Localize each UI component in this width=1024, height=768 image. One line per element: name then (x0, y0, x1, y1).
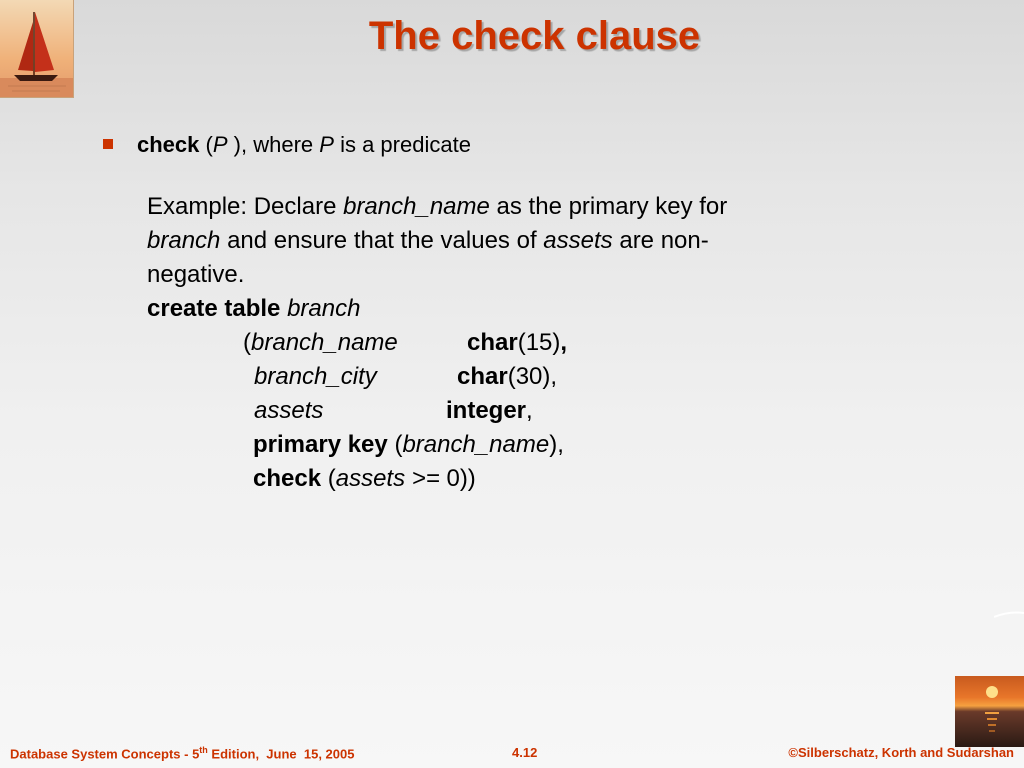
sql-keyword: primary key (253, 431, 388, 458)
sql-type: char (467, 329, 518, 356)
example-text: are non- (619, 227, 709, 254)
code-line-primary-key (253, 428, 564, 462)
example-text: branch_name (343, 193, 490, 220)
example-text: negative. (147, 261, 245, 288)
footer-text: Database System Concepts - 5 (10, 746, 200, 762)
footer-copyright: ©Silberschatz, Korth and Sudarshan (788, 745, 1014, 760)
attribute-name: branch_name (251, 329, 398, 356)
footer-text: Edition, June 15, 2005 (207, 746, 355, 762)
paren-open: ( (243, 329, 251, 356)
square-bullet-icon (103, 139, 113, 149)
comma: , (560, 329, 568, 356)
predicate-symbol: P (212, 132, 228, 157)
bullet-item (103, 132, 471, 158)
comma: , (526, 397, 533, 424)
example-text: and ensure that the values of (227, 227, 537, 254)
type-decl (446, 394, 533, 428)
footer-superscript: th (199, 745, 208, 755)
example-text: assets (543, 227, 613, 254)
code-line-check (253, 462, 476, 496)
decorative-curve (994, 606, 1024, 614)
paren-open: ( (327, 465, 336, 492)
paren-close: ), (549, 431, 564, 458)
example-text: Example: Declare (147, 193, 337, 220)
footer-left (10, 745, 354, 761)
type-decl (457, 360, 557, 394)
attribute-name: branch_name (402, 431, 550, 458)
page-number: 4.12 (512, 745, 538, 760)
paren-open: ( (394, 431, 403, 458)
attribute-name: branch_city (254, 363, 377, 390)
sunset-logo-icon (955, 676, 1024, 747)
attribute-decl (243, 326, 398, 360)
sql-keyword: create table (147, 295, 281, 322)
type-size: (15) (517, 329, 561, 356)
example-text: branch (147, 227, 221, 254)
sql-type: char (457, 363, 508, 390)
code-line-create (147, 292, 360, 326)
paren-close: 0)) (446, 465, 476, 492)
predicate-symbol: P (319, 132, 334, 157)
bullet-text: ), where (233, 132, 314, 157)
type-size: (30), (507, 363, 558, 390)
sql-keyword: check (253, 465, 322, 492)
slide-title: The check clause (368, 14, 701, 58)
example-paragraph (147, 190, 847, 292)
attribute-name: assets (254, 397, 324, 424)
example-text: as the primary key for (496, 193, 728, 220)
check-expression: assets >= (335, 465, 440, 492)
code-line-attr-3 (0, 394, 1024, 428)
sql-type: integer (446, 397, 527, 424)
keyword-check: check (137, 132, 200, 157)
paren-open: ( (205, 132, 213, 157)
bullet-text: is a predicate (340, 132, 471, 157)
table-name: branch (287, 295, 361, 322)
code-line-attr-1 (0, 326, 1024, 360)
code-line-attr-2 (0, 360, 1024, 394)
type-decl (467, 326, 567, 360)
